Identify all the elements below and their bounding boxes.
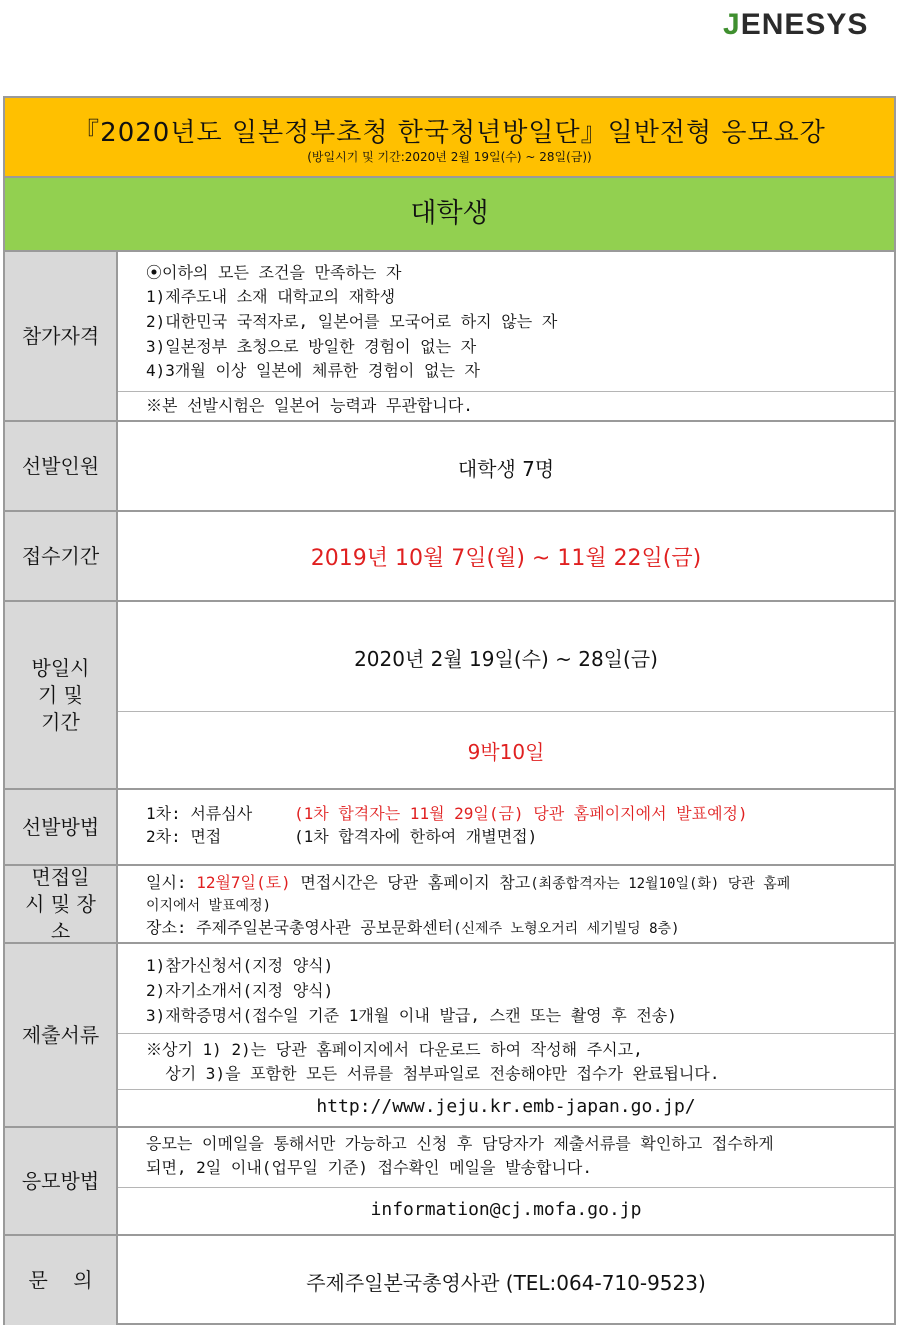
- recruit-label: 선발인원: [5, 422, 118, 512]
- apply-email-link[interactable]: information@cj.mofa.go.jp: [370, 1199, 642, 1220]
- eligibility-note: ※본 선발시험은 일본어 능력과 무관합니다.: [146, 396, 473, 415]
- selection-stage-2: 2차: 면접: [146, 827, 222, 846]
- period-label: 접수기간: [5, 512, 118, 602]
- recruit-cell: [118, 422, 894, 512]
- eligibility-line: 2)대한민국 국적자로, 일본어를 모국어로 하지 않는 자: [146, 312, 558, 331]
- notice-table: [3, 96, 896, 1325]
- apply-email-cell: [118, 1188, 894, 1236]
- document-item: 2)자기소개서(지정 양식): [146, 981, 334, 1000]
- apply-label: 응모방법: [5, 1128, 118, 1236]
- eligibility-label: 참가자격: [5, 252, 118, 422]
- page-title: 『2020년도 일본정부초청 한국청년방일단』일반전형 응모요강: [73, 118, 826, 148]
- interview-label: 면접일시 및 장소: [5, 866, 118, 944]
- eligibility-conditions: [118, 252, 894, 392]
- interview-time-cont: 이지에서 발표예정): [146, 898, 272, 914]
- contact-cell: [118, 1236, 894, 1325]
- visit-dates-cell: [118, 602, 894, 712]
- documents-url-link[interactable]: http://www.jeju.kr.emb-japan.go.jp/: [316, 1096, 696, 1117]
- selection-note-2: (1차 합격자에 한하여 개별면접): [294, 827, 538, 846]
- documents-note-line: 상기 3)을 포함한 모든 서류를 첨부파일로 전송해야만 접수가 완료됩니다.: [146, 1064, 720, 1083]
- selection-cell: [118, 790, 894, 866]
- category-heading: 대학생: [5, 178, 894, 252]
- eligibility-line: 3)일본정부 초청으로 방일한 경험이 없는 자: [146, 337, 477, 356]
- documents-note-line: ※상기 1) 2)는 당관 홈페이지에서 다운로드 하여 작성해 주시고,: [146, 1040, 643, 1059]
- interview-time: 일시: 12월7일(토) 면접시간은 당관 홈페이지 참고(최종합격자는 12월10일(화) 당관 홈페: [146, 873, 791, 892]
- eligibility-line: 4)3개월 이상 일본에 체류한 경험이 없는 자: [146, 361, 480, 380]
- apply-text-cell: [118, 1128, 894, 1188]
- period-cell: [118, 512, 894, 602]
- selection-stage-1: 1차: 서류심사: [146, 804, 253, 823]
- visit-label: 방일시기 및 기간: [5, 602, 118, 790]
- apply-text: 응모는 이메일을 통해서만 가능하고 신청 후 담당자가 제출서류를 확인하고 접수하게: [146, 1134, 774, 1153]
- document-item: 1)참가신청서(지정 양식): [146, 956, 334, 975]
- document-item: 3)재학증명서(접수일 기준 1개월 이내 발급, 스캔 또는 촬영 후 전송): [146, 1006, 677, 1025]
- contact-value: 주제주일본국총영사관 (TEL:064-710-9523): [306, 1271, 706, 1295]
- page-subtitle: (방일시기 및 기간:2020년 2월 19일(수) ~ 28일(금)): [307, 150, 592, 164]
- period-value: 2019년 10월 7일(월) ~ 11월 22일(금): [310, 546, 702, 571]
- documents-note: [118, 1034, 894, 1090]
- documents-url-cell: [118, 1090, 894, 1128]
- visit-dates: 2020년 2월 19일(수) ~ 28일(금): [354, 647, 658, 671]
- interview-place: 장소: 주제주일본국총영사관 공보문화센터(신제주 노형오거리 세기빌딩 8층): [146, 918, 680, 937]
- selection-note-1: (1차 합격자는 11월 29일(금) 당관 홈페이지에서 발표예정): [294, 804, 748, 823]
- jenesys-logo: JENESYS: [723, 8, 869, 41]
- contact-label: 문 의: [5, 1236, 118, 1325]
- apply-text: 되면, 2일 이내(업무일 기준) 접수확인 메일을 발송합니다.: [146, 1158, 592, 1177]
- title-band: [5, 98, 894, 178]
- interview-cell: [118, 866, 894, 944]
- documents-label: 제출서류: [5, 944, 118, 1128]
- eligibility-line: ⦿이하의 모든 조건을 만족하는 자: [146, 263, 402, 282]
- visit-nights-cell: [118, 712, 894, 790]
- recruit-value: 대학생 7명: [457, 457, 555, 481]
- eligibility-line: 1)제주도내 소재 대학교의 재학생: [146, 287, 396, 306]
- eligibility-note-cell: [118, 392, 894, 422]
- selection-label: 선발방법: [5, 790, 118, 866]
- visit-nights: 9박10일: [467, 740, 545, 764]
- documents-list: [118, 944, 894, 1034]
- interview-date: 12월7일(토): [196, 873, 291, 892]
